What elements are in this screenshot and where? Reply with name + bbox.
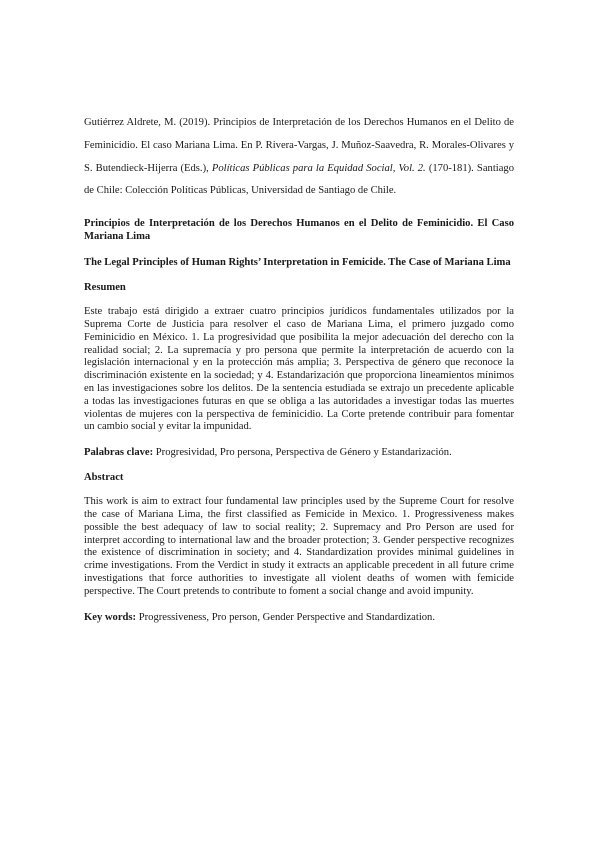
abstract-heading: Abstract [84,472,124,484]
title-english: The Legal Principles of Human Rights’ Interpretation in Femicide. The Case of Mariana Lima [84,257,511,269]
title-spanish: Principios de Interpretación de los Derechos Humanos en el Delito de Feminicidio. El Caso Mariana Lima [84,218,514,243]
palabras-clave-label: Palabras clave: [84,447,154,459]
citation-book-title: Políticas Públicas para la Equidad Social, Vol. 2. [211,162,426,174]
keywords-label: Key words: [84,611,137,623]
keywords-text: Progressiveness, Pro person, Gender Perspective and Standardization. [136,611,435,623]
palabras-clave-text: Progresividad, Pro persona, Perspectiva de Género y Estandarización. [153,447,452,459]
page-content [84,112,514,624]
keywords [84,611,514,624]
palabras-clave [84,446,514,459]
citation-tail: (170-181). Santiago de Chile: Colección Políticas Públicas, Universidad de Santiago de Chile. [84,162,515,197]
resumen-text: Este trabajo está dirigido a extraer cuatro principios jurídicos fundamentales utilizados por la Suprema Corte de Justicia para resolver el caso de Mariana Lima, el primero juzgado como Feminicidio en México. 1. La progresividad que posibilita la mejor adecuación del derecho con la realidad social; 2. La supremacía y pro persona que permite la interpretación de acuerdo con la legislación internacional y en la protección más amplia; 3. Perspectiva de género que reconoce la discriminación existente en la sociedad; y 4. Estandarización que proporciona lineamientos mínimos en las investigaciones sobre los delitos. De la sentencia estudiada se extrajo un precedente aplicable a todas las investigaciones futuras en que se obliga a las autoridades a investigar todas las muertes violentas de mujeres con la perspectiva de feminicidio. La Corte pretende contribuir para fomentar un cambio social y evitar la impunidad. [84,306,514,433]
resumen-heading: Resumen [84,282,126,294]
citation [84,112,514,203]
citation-lead: Gutiérrez Aldrete, M. (2019). Principios de Interpretación de los Derechos Humanos en el Delito de Feminicidio. El caso Mariana Lima. En P. Rivera-Vargas, J. Muñoz-Saavedra, R. Morales-Olivares y S. Butendieck-Hijerra (Eds.), [84,117,514,174]
abstract-text: This work is aim to extract four fundamental law principles used by the Supreme Court for resolve the case of Mariana Lima, the first classified as Femicide in Mexico. 1. Progressiveness makes possible the best adequacy of law to social reality; 2. Supremacy and Pro Person are used for interpret according to international law and the broader protection; 3. Gender perspective recognizes the existence of discrimination in society; and 4. Standardization provides minimal guidelines in crime investigations. From the Verdict in study it extracts an applicable precedent in all future crime investigations that force authorities to investigate all violent deaths of women with femicide perspective. The Court pretends to contribute to foment a social change and avoid impunity. [84,496,514,597]
